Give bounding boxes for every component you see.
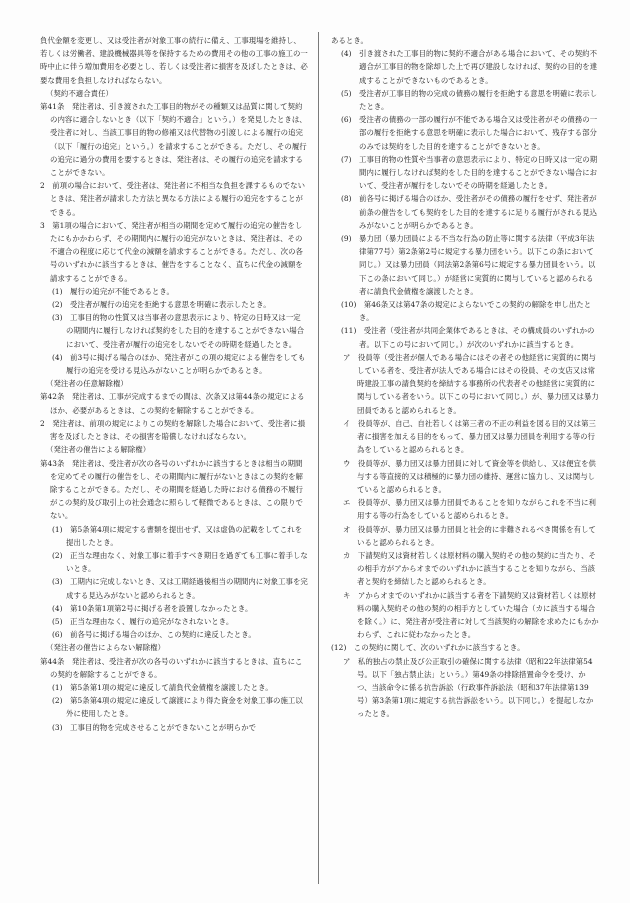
sub-list-item: イ 役員等が、自己、自社若しくは第三者の不正の利益を図る目的又は第三者に損害を加える目的をもって、暴力団又は暴力団員を利用する等の行為をしていると認められるとき。 [343, 418, 596, 455]
sub-list-item: ウ 役員等が、暴力団又は暴力団員に対して資金等を供給し、又は便宜を供与する等直接的又は積極的に暴力団の維持、運営に協力し、又は関与していると認められるとき。 [343, 458, 596, 494]
list-item: (1) 第5条第4項に規定する書類を提出せず、又は虚偽の記載をしてこれを提出したとき。 [52, 524, 303, 547]
section-heading: （契約不適合責任） [46, 88, 113, 98]
sub-list-item: オ 役員等が、暴力団又は暴力団員と社会的に非難されるべき関係を有していると認められるとき。 [343, 524, 596, 547]
article-paragraph: 第43条 発注者は、受注者が次の各号のいずれかに該当するときは相当の期間を定めてその履行の催告をし、その期間内に履行がないときはこの契約を解除することができる。ただし、その期間を経過した時における債務の不履行がこの契約及び取引上の社会通念に照らして軽微であるときは、この限りでない。 [40, 458, 303, 521]
list-item: (9) 暴力団（暴力団員による不当な行為の防止等に関する法律（平成3年法律第77号）第2条第2号に規定する暴力団をいう。以下この条において同じ。）又は暴力団員（同法第2条第6号に規定する暴力団員をいう。以下この条において同じ。）が経営に実質的に関与していると認められる者に請負代金債権を譲渡したとき。 [341, 234, 596, 296]
left-column [40, 34, 308, 734]
list-item: (5) 受注者が工事目的物の完成の債務の履行を拒絶する意思を明確に表示したとき。 [341, 88, 598, 112]
section-heading: （発注者の任意解除権） [46, 379, 128, 389]
list-item: (12) この契約に関して、次のいずれかに該当するとき。 [331, 643, 525, 653]
sub-list-item: ア 私的独占の禁止及び公正取引の確保に関する法律（昭和22年法律第54号。以下「独占禁止法」という。）第49条の排除措置命令を受け、かつ、当該命令に係る抗告訴訟（行政事件訴訟法（昭和37年法律第139号）第3条第1項に規定する抗告訴訟をいう。以下同じ。）を提起しなかったとき。 [343, 656, 594, 719]
article-paragraph: 第44条 発注者は、受注者が次の各号のいずれかに該当するときは、直ちにこの契約を解除することができる。 [40, 656, 303, 679]
list-item: (4) 第10条第1項第2号に掲げる者を設置しなかったとき。 [52, 603, 253, 613]
sub-list-item: ア 役員等（受注者が個人である場合にはその者その他経営に実質的に関与している者を、受注者が法人である場合にはその役員、その支店又は常時建設工事の請負契約を締結する事務所の代表者その他経営に実質的に関与している者をいう。以下この号において同じ。）が、暴力団又は暴力団員であると認められるとき。 [343, 352, 599, 415]
list-item: (10) 第46条又は第47条の規定によらないでこの契約の解除を申し出たとき。 [341, 300, 592, 323]
list-item: (8) 前各号に掲げる場合のほか、受注者がその債務の履行をせず、発注者が前条の催告をしても契約をした目的を達するに足りる履行がされる見込みがないことが明らかであるとき。 [341, 194, 598, 230]
list-item: (11) 受注者（受注者が共同企業体であるときは、その構成員のいずれかの者。以下この号において同じ。）が次のいずれかに該当するとき。 [341, 326, 595, 349]
list-item: (7) 工事目的物の性質や当事者の意思表示により、特定の日時又は一定の期間内に履行しなければ契約をした目的を達することができない場合において、受注者が履行をしないでその時期を経過したとき。 [341, 154, 598, 191]
sub-list-item: エ 役員等が、暴力団又は暴力団員であることを知りながらこれを不当に利用する等の行為をしていると認められるとき。 [343, 498, 596, 521]
list-item: (3) 工事目的物を完成させることができないことが明らかで [52, 722, 257, 732]
list-item: (6) 前各号に掲げる場合のほか、この契約に違反したとき。 [52, 630, 256, 640]
numbered-paragraph: 2 発注者は、前項の規定によりこの契約を解除した場合において、受注者に損害を及ぼしたときは、その損害を賠償しなければならない。 [40, 418, 306, 442]
list-item: (2) 受注者が履行の追完を拒絶する意思を明確に表示したとき。 [52, 300, 271, 310]
list-item: (2) 正当な理由なく、対象工事に着手すべき期日を過ぎても工事に着手しないとき。 [52, 550, 308, 574]
list-item: (4) 前3号に掲げる場合のほか、発注者がこの項の規定による催告をしても履行の追完を受ける見込みがないことが明らかであるとき。 [52, 352, 306, 376]
list-item: (2) 第5条第4項の規定に違反して譲渡により得た資金を対象工事の施工以外に使用したとき。 [52, 696, 303, 719]
right-column [331, 34, 599, 721]
sub-list-item: カ 下請契約又は資材若しくは原材料の購入契約その他の契約に当たり、その相手方がアからオまでのいずれかに該当することを知りながら、当該者と契約を締結したと認められるとき。 [343, 550, 596, 587]
list-item: (3) 工事目的物の性質又は当事者の意思表示により、特定の日時又は一定の期間内に履行しなければ契約をした目的を達することができない場合において、受注者が履行の追完をしないでその時期を経過したとき。 [52, 313, 305, 349]
section-heading: （発注者の催告によらない解除権） [46, 643, 166, 653]
paragraph-continuation: あるとき。 [331, 36, 368, 45]
list-item: (1) 履行の追完が不能であるとき。 [52, 286, 174, 296]
sub-list-item: キ アからオまでのいずれかに該当する者を下請契約又は資材若しくは原材料の購入契約その他の契約の相手方としていた場合（カに該当する場合を除く。）に、発注者が受注者に対して当該契約の解除を求めたにもかかわらず、これに従わなかったとき。 [343, 590, 599, 640]
article-paragraph: 第42条 発注者は、工事が完成するまでの間は、次条又は第44条の規定によるほか、必要があるときは、この契約を解除することができる。 [40, 392, 305, 415]
section-heading: （発注者の催告による解除権） [46, 445, 151, 455]
numbered-paragraph: 2 前項の場合において、受注者は、発注者に不相当な負担を課するものでないときは、発注者が請求した方法と異なる方法による履行の追完をすることができる。 [40, 181, 306, 217]
paragraph-continuation: 負代金額を変更し、又は受注者が対象工事の続行に備え、工事現場を維持し、若しくは労働者、建設機械器具等を保持するための費用その他の工事の施工の一時中止に伴う増加費用を必要とし、若しくは受注者に損害を及ぼしたときは、必要な費用を負担しなければならない。 [40, 36, 308, 85]
list-item: (6) 受注者の債務の一部の履行が不能である場合又は受注者がその債務の一部の履行を拒絶する意思を明確に表示した場合において、残存する部分のみでは契約をした目的を達することができないとき。 [341, 115, 598, 151]
list-item: (1) 第5条第1項の規定に違反して請負代金債権を譲渡したとき。 [52, 682, 273, 692]
article-paragraph: 第41条 発注者は、引き渡された工事目的物がその種類又は品質に関して契約の内容に適合しないとき（以下「契約不適合」という。）を発見したときは、受注者に対し、当該工事目的物の修補又は代替物の引渡しによる履行の追完（以下「履行の追完」という。）を請求することができる。ただし、その履行の追完に過分の費用を要するときは、発注者は、その履行の追完を請求することができない。 [40, 102, 307, 178]
column-divider [318, 32, 319, 884]
numbered-paragraph: 3 第1項の場合において、発注者が相当の期間を定めて履行の追完の催告をしたにもかかわらず、その期間内に履行の追完がないときは、発注者は、その不適合の程度に応じて代金の減額を請求することができる。ただし、次の各号のいずれかに該当するときは、催告をすることなく、直ちに代金の減額を請求することができる。 [40, 220, 303, 283]
list-item: (3) 工期内に完成しないとき、又は工期経過後相当の期間内に対象工事を完成する見込みがないと認められるとき。 [52, 577, 308, 600]
list-item: (4) 引き渡された工事目的物に契約不適合がある場合において、その契約不適合が工事目的物を除却した上で再び建設しなければ、契約の目的を達成することができないものであるとき。 [341, 49, 598, 85]
list-item: (5) 正当な理由なく、履行の追完がなされないとき。 [52, 616, 234, 626]
